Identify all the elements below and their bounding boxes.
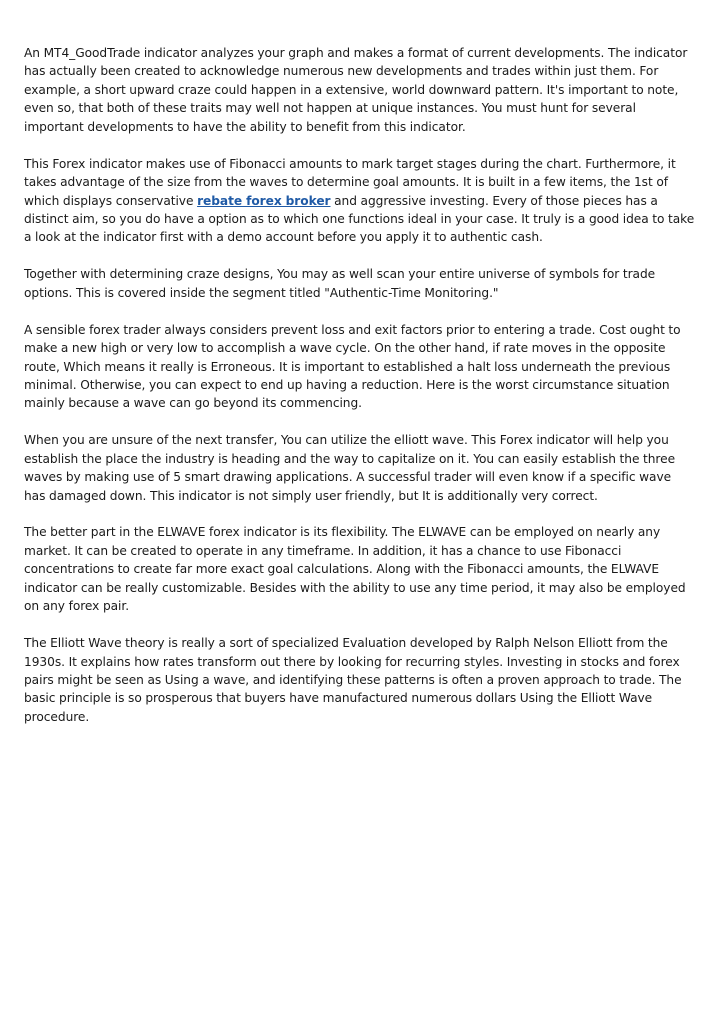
paragraph-2-text-after: and aggressive investing. Every of those pieces has a distinct aim, so you do have a option as to which one functions ideal in your case. It truly is a good idea to take a look at the indicator first with a demo account before you apply it to authentic cash. xyxy=(24,193,695,245)
paragraph-4-text: A sensible forex trader always considers prevent loss and exit factors prior to entering a trade. Cost ought to make a new high or very low to accomplish a wave cycle. On the other hand, if rate moves in the opposite route, Which means it really is Erroneous. It is important to established a halt loss underneath the previous minimal. Otherwise, you can expect to end up having a reduction. Here is the worst circumstance situation mainly because a wave can go beyond its commencing. xyxy=(24,322,681,411)
paragraph-7-text: The Elliott Wave theory is really a sort of specialized Evaluation developed by Ralph Nelson Elliott from the 1930s. It explains how rates transform out there by looking for recurring styles. Investing in stocks and forex pairs might be seen as Using a wave, and identifying these patterns is often a proven approach to trade. The basic principle is so prosperous that buyers have manufactured numerous dollars Using the Elliott Wave procedure. xyxy=(24,636,682,724)
paragraph-1-text: An MT4_GoodTrade indicator analyzes your graph and makes a format of current developments. The indicator has actually been created to acknowledge numerous new developments and trades within just them. For example, a short upward craze could happen in a extensive, world downward pattern. It's important to note, even so, that both of these traits may well not happen at unique instances. You must hunt for several important developments to have the ability to benefit from this indicator. xyxy=(24,46,688,134)
paragraph-3-text: Together with determining craze designs, You may as well scan your entire universe of symbols for trade options. This is covered inside the segment titled "Authentic-Time Monitoring." xyxy=(24,267,656,300)
paragraph-5-text: When you are unsure of the next transfer, You can utilize the elliott wave. This Forex indicator will help you establish the place the industry is heading and the way to capitalize on it. You can easily establish the three waves by making use of 5 smart drawing applications. A successful trader will even know if a specific wave has damaged down. This indicator is not simply user friendly, but It is additionally very correct. xyxy=(24,433,676,503)
paragraph-2 xyxy=(24,155,696,247)
paragraph-5 xyxy=(24,431,696,505)
rebate-forex-broker-link[interactable]: rebate forex broker xyxy=(197,193,331,208)
paragraph-6 xyxy=(24,523,696,615)
paragraph-4 xyxy=(24,321,696,413)
paragraph-3 xyxy=(24,265,696,302)
paragraph-7 xyxy=(24,634,696,726)
paragraph-2-text-before: This Forex indicator makes use of Fibonacci amounts to mark target stages during the chart. Furthermore, it takes advantage of the size from the waves to determine goal amounts. It is built in a few items, the 1st of which displays conservative xyxy=(24,156,676,208)
paragraph-1 xyxy=(24,44,696,136)
document-body xyxy=(24,44,696,745)
paragraph-6-text: The better part in the ELWAVE forex indicator is its flexibility. The ELWAVE can be employed on nearly any market. It can be created to operate in any timeframe. In addition, it has a chance to use Fibonacci concentrations to create far more exact goal calculations. Along with the Fibonacci amounts, the ELWAVE indicator can be really customizable. Besides with the ability to use any time period, it may also be employed on any forex pair. xyxy=(24,525,686,614)
